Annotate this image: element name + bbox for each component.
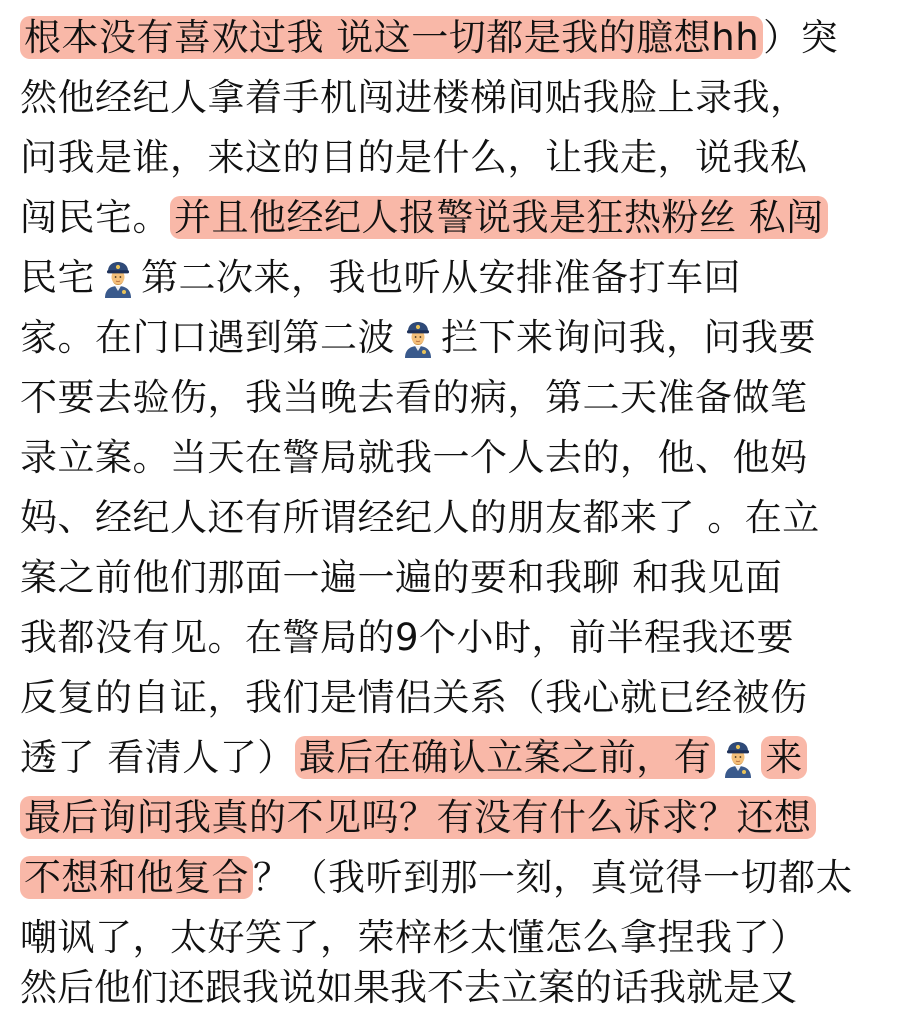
police-officer-emoji-icon bbox=[99, 256, 137, 298]
highlighted-text: 来 bbox=[761, 736, 807, 779]
text-segment: 我都没有见。在警局的9个小时，前半程我还要 bbox=[20, 616, 795, 659]
text-segment: 家。在门口遇到第二波 bbox=[20, 316, 395, 359]
text-segment: 反复的自证，我们是情侣关系（我心就已经被伤 bbox=[20, 676, 808, 719]
text-segment: 透了 看清人了） bbox=[20, 736, 295, 779]
highlighted-text: 不想和他复合 bbox=[20, 856, 253, 899]
police-officer-emoji-icon bbox=[719, 736, 757, 778]
text-line-3 bbox=[20, 128, 808, 188]
text-segment: 嘲讽了，太好笑了，荣梓杉太懂怎么拿捏我了） bbox=[20, 916, 808, 959]
highlighted-text: 最后询问我真的不见吗？有没有什么诉求？还想 bbox=[20, 796, 816, 839]
text-segment: 民宅 bbox=[20, 256, 95, 299]
text-segment: 然他经纪人拿着手机闯进楼梯间贴我脸上录我， bbox=[20, 76, 808, 119]
text-line-4 bbox=[20, 188, 828, 248]
police-officer-emoji-icon bbox=[399, 316, 437, 358]
text-line-13 bbox=[20, 728, 807, 788]
text-segment: 不要去验伤，我当晚去看的病，第二天准备做笔 bbox=[20, 376, 808, 419]
text-line-12 bbox=[20, 668, 808, 728]
text-segment: ）突 bbox=[763, 16, 839, 59]
text-segment: ？（我听到那一刻，真觉得一切都太 bbox=[253, 856, 853, 899]
text-line-1 bbox=[20, 8, 838, 68]
text-line-15 bbox=[20, 848, 853, 908]
highlighted-text: 并且他经纪人报警说我是狂热粉丝 私闯 bbox=[170, 196, 828, 239]
cut-off-line bbox=[20, 962, 900, 1009]
text-line-6 bbox=[20, 308, 816, 368]
cut-off-line-text: 然后他们还跟我说如果我不去立案的话我就是又 bbox=[20, 966, 797, 1009]
text-segment: 闯民宅。 bbox=[20, 196, 170, 239]
text-segment: 第二次来，我也听从安排准备打车回 bbox=[141, 256, 741, 299]
text-line-10 bbox=[20, 548, 782, 608]
text-line-7 bbox=[20, 368, 808, 428]
text-line-9 bbox=[20, 488, 820, 548]
highlighted-text: 最后在确认立案之前，有 bbox=[295, 736, 716, 779]
text-line-5 bbox=[20, 248, 741, 308]
text-segment: 问我是谁，来这的目的是什么，让我走，说我私 bbox=[20, 136, 808, 179]
text-line-14 bbox=[20, 788, 816, 848]
highlighted-text: 根本没有喜欢过我 说这一切都是我的臆想hh bbox=[20, 16, 763, 59]
text-segment: 拦下来询问我，问我要 bbox=[441, 316, 816, 359]
text-segment: 妈、经纪人还有所谓经纪人的朋友都来了 。在立 bbox=[20, 496, 820, 539]
text-segment: 录立案。当天在警局就我一个人去的，他、他妈 bbox=[20, 436, 808, 479]
text-line-2 bbox=[20, 68, 808, 128]
text-line-11 bbox=[20, 608, 794, 668]
text-segment: 案之前他们那面一遍一遍的要和我聊 和我见面 bbox=[20, 556, 783, 599]
text-line-8 bbox=[20, 428, 808, 488]
